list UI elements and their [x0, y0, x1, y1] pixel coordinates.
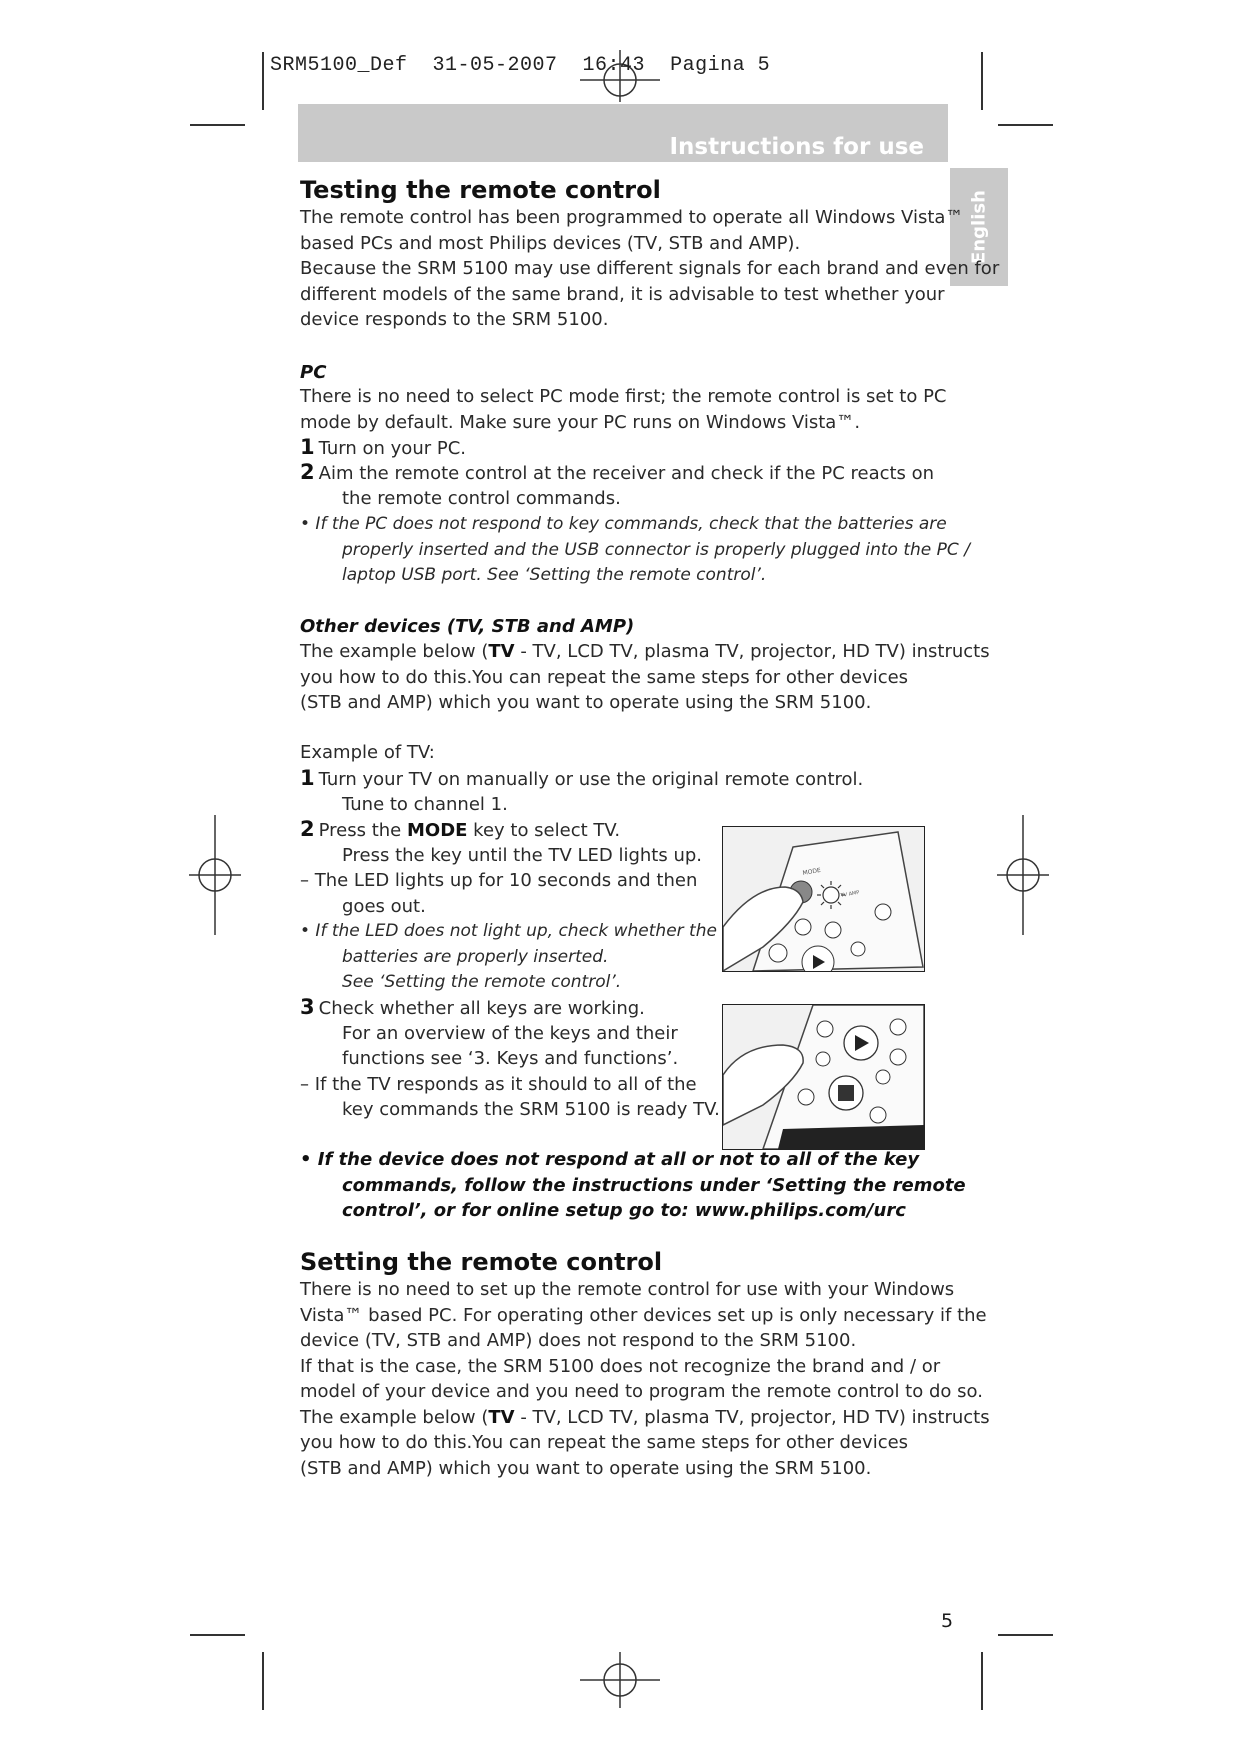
- paragraph-line: Vista™ based PC. For operating other devices set up is only necessary if the: [300, 1304, 987, 1326]
- step-text-continued: key commands the SRM 5100 is ready TV.: [342, 1099, 720, 1120]
- crop-mark: [190, 1634, 245, 1636]
- paragraph-line: Because the SRM 5100 may use different signals for each brand and even for: [300, 258, 1000, 279]
- note-line: • If the device does not respond at all or not to all of the key: [300, 1149, 920, 1170]
- crop-mark: [190, 124, 245, 126]
- step-text-continued: the remote control commands.: [342, 488, 621, 509]
- mode-label: MODE: [802, 866, 822, 877]
- step-number: 1: [300, 766, 315, 790]
- note-line: properly inserted and the USB connector is properly plugged into the PC /: [342, 539, 970, 560]
- testing-intro: [300, 205, 999, 333]
- paragraph-line: There is no need to select PC mode first; the remote control is set to PC: [300, 386, 947, 407]
- note-line: • If the PC does not respond to key commands, check that the batteries are: [300, 514, 947, 534]
- step-text: Turn your TV on manually or use the original remote control.: [318, 769, 864, 790]
- step-number: 2: [300, 817, 315, 841]
- note-line: See ‘Setting the remote control’.: [342, 972, 622, 992]
- note-line: batteries are properly inserted.: [342, 946, 609, 967]
- step-text: Turn on your PC.: [318, 438, 466, 459]
- crop-mark: [262, 52, 264, 110]
- step-text-continued: goes out.: [342, 896, 426, 917]
- setting-text: [300, 1277, 990, 1481]
- crop-mark: [262, 1652, 264, 1710]
- mode-key-label: MODE: [406, 820, 468, 841]
- paragraph-line: mode by default. Make sure your PC runs on Windows Vista™.: [300, 411, 861, 433]
- banner-title: Instructions for use: [669, 134, 924, 160]
- step-text: Check whether all keys are working.: [318, 998, 645, 1019]
- step-text: Aim the remote control at the receiver and check if the PC reacts on: [318, 463, 935, 484]
- header-banner: [298, 104, 948, 162]
- registration-mark-right: [993, 815, 1053, 935]
- paragraph-line: The example below (TV - TV, LCD TV, plasma TV, projector, HD TV) instructs: [300, 1406, 990, 1428]
- tv-step-2: 2 Press the MODE key to select TV.: [300, 817, 621, 841]
- paragraph-line: you how to do this.You can repeat the same steps for other devices: [300, 666, 909, 688]
- paragraph-line: device responds to the SRM 5100.: [300, 309, 609, 330]
- step-text-continued: – If the TV responds as it should to all of the: [300, 1074, 697, 1095]
- step-text-continued: – The LED lights up for 10 seconds and then: [300, 870, 698, 891]
- print-slug: SRM5100_Def 31-05-2007 16:43 Pagina 5: [270, 54, 771, 77]
- crop-mark: [981, 52, 983, 110]
- paragraph-line: (STB and AMP) which you want to operate using the SRM 5100.: [300, 1457, 872, 1479]
- remote-keys-illustration: [722, 1004, 925, 1150]
- crop-mark: [981, 1652, 983, 1710]
- paragraph-line: If that is the case, the SRM 5100 does not recognize the brand and / or: [300, 1355, 941, 1377]
- paragraph-line: device (TV, STB and AMP) does not respond to the SRM 5100.: [300, 1330, 857, 1351]
- tv-step-3: [300, 995, 645, 1022]
- paragraph-line: The example below (TV - TV, LCD TV, plasma TV, projector, HD TV) instructs: [300, 641, 990, 662]
- step-text-continued: functions see ‘3. Keys and functions’.: [342, 1048, 679, 1069]
- pc-note: [300, 512, 970, 589]
- paragraph-line: based PCs and most Philips devices (TV, STB and AMP).: [300, 232, 801, 254]
- tv-step-2-note: [300, 919, 717, 996]
- crop-mark: [998, 1634, 1053, 1636]
- paragraph-line: you how to do this.You can repeat the same steps for other devices: [300, 1432, 909, 1453]
- language-tab-label: English: [968, 190, 990, 264]
- note-line: commands, follow the instructions under ‘Setting the remote: [342, 1174, 966, 1196]
- page-number: 5: [941, 1610, 954, 1632]
- section-title-setting: Setting the remote control: [300, 1248, 663, 1276]
- crop-mark: [998, 124, 1053, 126]
- step-number: 1: [300, 435, 315, 459]
- section-title-testing: Testing the remote control: [300, 176, 661, 204]
- step-number: 2: [300, 460, 315, 484]
- step-number: 3: [300, 995, 315, 1019]
- paragraph-line: (STB and AMP) which you want to operate using the SRM 5100.: [300, 692, 872, 713]
- paragraph-line: different models of the same brand, it is advisable to test whether your: [300, 283, 945, 305]
- note-line: • If the LED does not light up, check whether the: [300, 921, 717, 941]
- other-devices-heading: Other devices (TV, STB and AMP): [300, 616, 635, 637]
- note-line: control’, or for online setup go to: www.philips.com/urc: [342, 1200, 906, 1221]
- pc-step-2: [300, 460, 934, 487]
- paragraph-line: model of your device and you need to program the remote control to do so.: [300, 1381, 983, 1402]
- remote-mode-key-illustration: [722, 826, 925, 972]
- bold-note: [300, 1147, 966, 1224]
- pc-text: [300, 384, 947, 435]
- led-label: TV AMP: [840, 889, 860, 899]
- paragraph-line: The remote control has been programmed to operate all Windows Vista™: [300, 207, 964, 228]
- step-text-continued: Tune to channel 1.: [342, 794, 508, 815]
- other-devices-text: [300, 639, 990, 716]
- paragraph-line: There is no need to set up the remote control for use with your Windows: [300, 1279, 955, 1300]
- pc-step-1: [300, 435, 466, 462]
- tv-step-1: [300, 766, 863, 793]
- note-line: laptop USB port. See ‘Setting the remote control’.: [342, 565, 767, 585]
- step-text-continued: For an overview of the keys and their: [342, 1023, 678, 1044]
- example-label: Example of TV:: [300, 742, 435, 763]
- registration-mark-bottom: [560, 1650, 680, 1710]
- step-text-continued: Press the key until the TV LED lights up.: [342, 845, 703, 866]
- registration-mark-left: [185, 815, 245, 935]
- pc-heading: PC: [300, 362, 327, 383]
